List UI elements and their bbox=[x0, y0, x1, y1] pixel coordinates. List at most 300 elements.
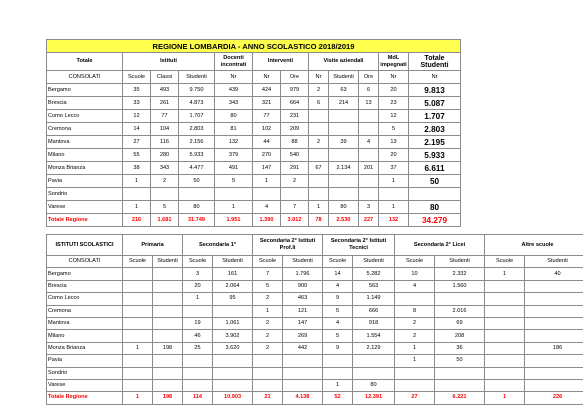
subheader-cell: Nr bbox=[253, 71, 281, 84]
table-row bbox=[47, 305, 583, 317]
table-cell: 77 bbox=[151, 110, 179, 123]
table-cell: 4 bbox=[253, 201, 281, 214]
row-label: Pavia bbox=[47, 175, 123, 188]
row-label: Mantova bbox=[47, 317, 123, 329]
header-visite: Visite aziendali bbox=[309, 53, 379, 71]
table-cell: 1 bbox=[323, 379, 353, 391]
table-cell: 88 bbox=[281, 136, 309, 149]
table-cell bbox=[213, 367, 253, 379]
table-cell: 147 bbox=[253, 162, 281, 175]
table-cell: 2 bbox=[395, 330, 435, 342]
table-cell bbox=[309, 149, 329, 162]
subheader-cell: Ore bbox=[359, 71, 379, 84]
header-istituti: Istituti bbox=[123, 53, 215, 71]
table-cell: 2.016 bbox=[435, 305, 485, 317]
total-cell: 10.903 bbox=[213, 392, 253, 404]
table-cell: 1.707 bbox=[179, 110, 215, 123]
table-cell bbox=[183, 379, 213, 391]
table-cell bbox=[409, 188, 461, 201]
table-row bbox=[47, 175, 461, 188]
table-row bbox=[47, 367, 583, 379]
table-cell: 9.813 bbox=[409, 84, 461, 97]
table-cell: 1 bbox=[123, 175, 151, 188]
table-cell: 69 bbox=[435, 317, 485, 329]
table-cell: 25 bbox=[183, 342, 213, 354]
table-cell bbox=[281, 188, 309, 201]
table-cell: 1 bbox=[379, 201, 409, 214]
table-cell: 214 bbox=[329, 97, 359, 110]
table-cell: 6 bbox=[359, 84, 379, 97]
table-cell bbox=[123, 293, 153, 305]
table-cell: 463 bbox=[283, 293, 323, 305]
total-cell: 12.391 bbox=[353, 392, 395, 404]
table-cell bbox=[253, 379, 283, 391]
table-cell: 261 bbox=[151, 97, 179, 110]
table-cell: 1.560 bbox=[435, 280, 485, 292]
total-label: Totale Regione bbox=[47, 392, 123, 404]
total-cell: 34.279 bbox=[409, 214, 461, 227]
subheader-cell: Studenti bbox=[283, 256, 323, 268]
table-cell bbox=[525, 305, 583, 317]
table-cell: 161 bbox=[213, 268, 253, 280]
table-row bbox=[47, 188, 461, 201]
table-cell: 280 bbox=[151, 149, 179, 162]
table-cell bbox=[123, 330, 153, 342]
table-cell: 2 bbox=[253, 342, 283, 354]
table-cell: 44 bbox=[253, 136, 281, 149]
table-cell: 46 bbox=[183, 330, 213, 342]
table-cell: 9 bbox=[323, 293, 353, 305]
table-cell: 5 bbox=[215, 175, 253, 188]
table-cell: 2 bbox=[253, 293, 283, 305]
table-cell: 2.332 bbox=[435, 268, 485, 280]
table-cell: 20 bbox=[379, 84, 409, 97]
table-cell bbox=[359, 188, 379, 201]
subheader-cell: Studenti bbox=[353, 256, 395, 268]
table-cell: 80 bbox=[215, 110, 253, 123]
subheader-cell: Scuole bbox=[123, 71, 151, 84]
table-cell: 2 bbox=[253, 330, 283, 342]
table-cell bbox=[395, 367, 435, 379]
table-cell bbox=[123, 188, 151, 201]
subheader-cell: Classi bbox=[151, 71, 179, 84]
total-row bbox=[47, 214, 461, 227]
table-cell bbox=[485, 293, 525, 305]
table-cell: 1 bbox=[309, 201, 329, 214]
table-cell bbox=[283, 379, 323, 391]
row-label: Pavia bbox=[47, 355, 123, 367]
table-cell bbox=[323, 355, 353, 367]
table-cell bbox=[153, 317, 183, 329]
table-cell: 5 bbox=[379, 123, 409, 136]
table-cell bbox=[123, 317, 153, 329]
row-label: Cremona bbox=[47, 305, 123, 317]
table-cell bbox=[153, 268, 183, 280]
table-cell: 10 bbox=[395, 268, 435, 280]
row-label: Como Lecco bbox=[47, 293, 123, 305]
table-cell: 9 bbox=[323, 342, 353, 354]
subheader-cell: Scuole bbox=[395, 256, 435, 268]
table-cell: 12 bbox=[379, 110, 409, 123]
table-cell: 55 bbox=[123, 149, 151, 162]
table-cell: 563 bbox=[353, 280, 395, 292]
table-cell: 5.282 bbox=[353, 268, 395, 280]
table-cell: 2 bbox=[151, 175, 179, 188]
table-row bbox=[47, 355, 583, 367]
table-cell: 7 bbox=[281, 201, 309, 214]
table-cell bbox=[179, 188, 215, 201]
table-cell: 5.087 bbox=[409, 97, 461, 110]
subheader-cell: Nr bbox=[379, 71, 409, 84]
total-cell: 226 bbox=[525, 392, 583, 404]
table-cell bbox=[323, 367, 353, 379]
table-cell: 2 bbox=[309, 136, 329, 149]
total-cell: 1.951 bbox=[215, 214, 253, 227]
table-cell bbox=[359, 175, 379, 188]
table-cell bbox=[153, 305, 183, 317]
table-cell: 2.803 bbox=[179, 123, 215, 136]
table-cell bbox=[359, 110, 379, 123]
table-cell: 269 bbox=[283, 330, 323, 342]
total-cell: 1 bbox=[123, 392, 153, 404]
table-cell: 918 bbox=[353, 317, 395, 329]
table-cell: 208 bbox=[435, 330, 485, 342]
table-cell bbox=[359, 149, 379, 162]
table-row bbox=[47, 162, 461, 175]
table-cell: 38 bbox=[123, 162, 151, 175]
table-cell: 4 bbox=[359, 136, 379, 149]
table-cell: 379 bbox=[215, 149, 253, 162]
table-cell: 6 bbox=[309, 97, 329, 110]
table-cell: 36 bbox=[435, 342, 485, 354]
table-cell bbox=[485, 355, 525, 367]
table-row bbox=[47, 280, 583, 292]
table-cell bbox=[525, 379, 583, 391]
total-row bbox=[47, 392, 583, 404]
total-cell: 3.012 bbox=[281, 214, 309, 227]
table-cell: 979 bbox=[281, 84, 309, 97]
table-cell bbox=[213, 355, 253, 367]
table-cell bbox=[253, 367, 283, 379]
table-cell: 1 bbox=[395, 342, 435, 354]
row-label: Varese bbox=[47, 201, 123, 214]
table-row bbox=[47, 97, 461, 110]
table-cell: 1.707 bbox=[409, 110, 461, 123]
table-cell: 231 bbox=[281, 110, 309, 123]
table-cell: 1 bbox=[123, 201, 151, 214]
table-cell bbox=[485, 317, 525, 329]
table-cell bbox=[485, 330, 525, 342]
subheader-consolati: CONSOLATI bbox=[47, 71, 123, 84]
table-cell: 50 bbox=[179, 175, 215, 188]
row-label: Milano bbox=[47, 149, 123, 162]
row-label: Como Lecco bbox=[47, 110, 123, 123]
table-cell bbox=[309, 123, 329, 136]
table-cell bbox=[525, 355, 583, 367]
table-cell: 209 bbox=[281, 123, 309, 136]
table-row bbox=[47, 110, 461, 123]
table-cell: 1 bbox=[123, 342, 153, 354]
header-totale: Totale bbox=[47, 53, 123, 71]
subheader-cell: Studenti bbox=[329, 71, 359, 84]
table-cell: 343 bbox=[151, 162, 179, 175]
table-cell: 2 bbox=[281, 175, 309, 188]
total-cell: 6.221 bbox=[435, 392, 485, 404]
row-label: Monza Brianza bbox=[47, 342, 123, 354]
row-label: Sondrio bbox=[47, 367, 123, 379]
table-cell: 2 bbox=[253, 317, 283, 329]
table-cell: 6.611 bbox=[409, 162, 461, 175]
table-cell: 2.803 bbox=[409, 123, 461, 136]
table-cell: 4.873 bbox=[179, 97, 215, 110]
table-cell bbox=[309, 188, 329, 201]
table-cell bbox=[353, 355, 395, 367]
table-cell: 63 bbox=[329, 84, 359, 97]
table-cell: 20 bbox=[183, 280, 213, 292]
table-cell: 1 bbox=[253, 175, 281, 188]
table-cell: 80 bbox=[179, 201, 215, 214]
table-cell: 1 bbox=[183, 293, 213, 305]
total-label: Totale Regione bbox=[47, 214, 123, 227]
consolati-summary-table bbox=[46, 39, 461, 227]
table-row bbox=[47, 330, 583, 342]
row-label: Brescia bbox=[47, 97, 123, 110]
table-row bbox=[47, 317, 583, 329]
table-cell bbox=[353, 367, 395, 379]
header-istituti-prof: Secondaria 2° Istituti Prof.li bbox=[253, 235, 323, 256]
total-cell: 1.390 bbox=[253, 214, 281, 227]
table-cell bbox=[329, 188, 359, 201]
table-cell: 102 bbox=[253, 123, 281, 136]
header-altre-scuole: Altre scuole bbox=[485, 235, 583, 256]
table-cell: 1.796 bbox=[283, 268, 323, 280]
table-cell bbox=[485, 280, 525, 292]
table-row bbox=[47, 149, 461, 162]
table-cell: 540 bbox=[281, 149, 309, 162]
table-cell bbox=[123, 367, 153, 379]
subheader-cell: Nr bbox=[215, 71, 253, 84]
istituti-scolastici-table bbox=[46, 234, 583, 405]
table-row bbox=[47, 268, 583, 280]
table-cell: 4 bbox=[323, 280, 353, 292]
table-row bbox=[47, 84, 461, 97]
table-cell: 2.195 bbox=[409, 136, 461, 149]
table-cell: 9.750 bbox=[179, 84, 215, 97]
subheader-cell: Studenti bbox=[435, 256, 485, 268]
row-label: Mantova bbox=[47, 136, 123, 149]
total-cell: 114 bbox=[183, 392, 213, 404]
subheader-cell: Scuole bbox=[485, 256, 525, 268]
table-cell bbox=[153, 293, 183, 305]
table-cell: 3 bbox=[359, 201, 379, 214]
row-label: Monza Brianza bbox=[47, 162, 123, 175]
table-title: REGIONE LOMBARDIA - ANNO SCOLASTICO 2018/2019 bbox=[47, 40, 461, 53]
table-cell bbox=[435, 293, 485, 305]
table-cell bbox=[283, 355, 323, 367]
table-cell bbox=[435, 367, 485, 379]
table-row bbox=[47, 201, 461, 214]
table-cell: 13 bbox=[379, 136, 409, 149]
table-cell: 1 bbox=[485, 268, 525, 280]
total-cell: 132 bbox=[379, 214, 409, 227]
table-cell: 664 bbox=[281, 97, 309, 110]
table-cell bbox=[329, 123, 359, 136]
table-cell: 77 bbox=[253, 110, 281, 123]
table-cell: 23 bbox=[379, 97, 409, 110]
table-cell: 19 bbox=[183, 317, 213, 329]
total-cell: 1 bbox=[485, 392, 525, 404]
table-cell: 1.149 bbox=[353, 293, 395, 305]
subheader-cell: Scuole bbox=[183, 256, 213, 268]
table-cell bbox=[435, 379, 485, 391]
header-licei: Secondaria 2° Licei bbox=[395, 235, 485, 256]
row-label: Milano bbox=[47, 330, 123, 342]
subheader-cell: Scuole bbox=[323, 256, 353, 268]
table-cell: 424 bbox=[253, 84, 281, 97]
total-cell: 52 bbox=[323, 392, 353, 404]
table-cell: 67 bbox=[309, 162, 329, 175]
row-label: Sondrio bbox=[47, 188, 123, 201]
table-cell bbox=[153, 379, 183, 391]
table-cell: 198 bbox=[153, 342, 183, 354]
subheader-cell: Nr bbox=[409, 71, 461, 84]
row-label: Bergamo bbox=[47, 268, 123, 280]
table-cell: 2 bbox=[309, 84, 329, 97]
table-cell: 20 bbox=[379, 149, 409, 162]
subheader-row bbox=[47, 256, 583, 268]
table-cell: 39 bbox=[329, 136, 359, 149]
table-cell bbox=[329, 110, 359, 123]
table-cell: 4.477 bbox=[179, 162, 215, 175]
table-cell bbox=[153, 330, 183, 342]
table-cell: 80 bbox=[329, 201, 359, 214]
table-cell: 27 bbox=[123, 136, 151, 149]
subheader-cell: Studenti bbox=[179, 71, 215, 84]
table-row bbox=[47, 379, 583, 391]
table-cell bbox=[395, 293, 435, 305]
table-cell: 1 bbox=[379, 175, 409, 188]
table-cell bbox=[183, 367, 213, 379]
table-cell: 2.134 bbox=[329, 162, 359, 175]
table-cell bbox=[485, 305, 525, 317]
row-label: Brescia bbox=[47, 280, 123, 292]
subheader-cell: Ore bbox=[281, 71, 309, 84]
header-primaria: Primaria bbox=[123, 235, 183, 256]
table-cell: 2.064 bbox=[213, 280, 253, 292]
total-cell: 2.530 bbox=[329, 214, 359, 227]
table-cell: 186 bbox=[525, 342, 583, 354]
table-cell: 95 bbox=[213, 293, 253, 305]
header-secondaria-1: Secondaria 1° bbox=[183, 235, 253, 256]
header-totale-studenti: Totale Studenti bbox=[409, 53, 461, 71]
table-row bbox=[47, 293, 583, 305]
table-cell bbox=[213, 379, 253, 391]
header-interventi: Interventi bbox=[253, 53, 309, 71]
table-cell: 1.554 bbox=[353, 330, 395, 342]
subheader-cell: Studenti bbox=[153, 256, 183, 268]
table-cell bbox=[309, 110, 329, 123]
table-cell: 40 bbox=[525, 268, 583, 280]
table-cell: 270 bbox=[253, 149, 281, 162]
subheader-cell: Nr bbox=[309, 71, 329, 84]
table-cell: 12 bbox=[123, 110, 151, 123]
table-cell: 50 bbox=[409, 175, 461, 188]
table-cell bbox=[213, 305, 253, 317]
table-cell bbox=[153, 280, 183, 292]
table-cell: 50 bbox=[435, 355, 485, 367]
table-cell: 343 bbox=[215, 97, 253, 110]
table-cell bbox=[309, 175, 329, 188]
table-cell bbox=[329, 149, 359, 162]
table-cell: 491 bbox=[215, 162, 253, 175]
table-cell: 33 bbox=[123, 97, 151, 110]
table-cell: 3.620 bbox=[213, 342, 253, 354]
table-cell bbox=[485, 342, 525, 354]
table-cell: 5 bbox=[323, 330, 353, 342]
table-cell: 1 bbox=[395, 355, 435, 367]
row-label: Bergamo bbox=[47, 84, 123, 97]
table-cell bbox=[123, 379, 153, 391]
total-cell: 198 bbox=[153, 392, 183, 404]
table-cell: 291 bbox=[281, 162, 309, 175]
table-cell bbox=[253, 355, 283, 367]
table-cell bbox=[525, 317, 583, 329]
total-cell: 227 bbox=[359, 214, 379, 227]
table-cell bbox=[215, 188, 253, 201]
total-cell: 1.681 bbox=[151, 214, 179, 227]
table-cell: 121 bbox=[283, 305, 323, 317]
table-cell: 439 bbox=[215, 84, 253, 97]
table-cell bbox=[183, 355, 213, 367]
table-cell: 132 bbox=[215, 136, 253, 149]
header-docenti: Docenti incontrati bbox=[215, 53, 253, 71]
table-cell: 14 bbox=[323, 268, 353, 280]
table-cell bbox=[183, 305, 213, 317]
table-cell: 37 bbox=[379, 162, 409, 175]
total-cell: 27 bbox=[395, 392, 435, 404]
table-cell: 2.156 bbox=[179, 136, 215, 149]
table-cell: 14 bbox=[123, 123, 151, 136]
table-cell bbox=[123, 305, 153, 317]
table-cell: 1 bbox=[253, 305, 283, 317]
table-cell: 1 bbox=[215, 201, 253, 214]
total-cell: 216 bbox=[123, 214, 151, 227]
table-cell: 104 bbox=[151, 123, 179, 136]
table-cell: 493 bbox=[151, 84, 179, 97]
table-cell: 3 bbox=[183, 268, 213, 280]
table-cell bbox=[359, 123, 379, 136]
table-cell: 666 bbox=[353, 305, 395, 317]
table-cell: 5 bbox=[323, 305, 353, 317]
table-cell bbox=[283, 367, 323, 379]
table-cell bbox=[253, 188, 281, 201]
total-cell: 21 bbox=[253, 392, 283, 404]
table-cell bbox=[151, 188, 179, 201]
table-cell: 8 bbox=[395, 305, 435, 317]
table-cell bbox=[153, 355, 183, 367]
table-row bbox=[47, 342, 583, 354]
subheader-cell: Scuole bbox=[253, 256, 283, 268]
header-istituti-scolastici: ISTITUTI SCOLASTICI bbox=[47, 235, 123, 256]
table-row bbox=[47, 123, 461, 136]
subheader-consolati: CONSOLATI bbox=[47, 256, 123, 268]
table-cell: 321 bbox=[253, 97, 281, 110]
table-cell bbox=[123, 268, 153, 280]
table-cell bbox=[485, 367, 525, 379]
table-cell: 442 bbox=[283, 342, 323, 354]
table-cell: 5.933 bbox=[409, 149, 461, 162]
table-cell bbox=[525, 293, 583, 305]
